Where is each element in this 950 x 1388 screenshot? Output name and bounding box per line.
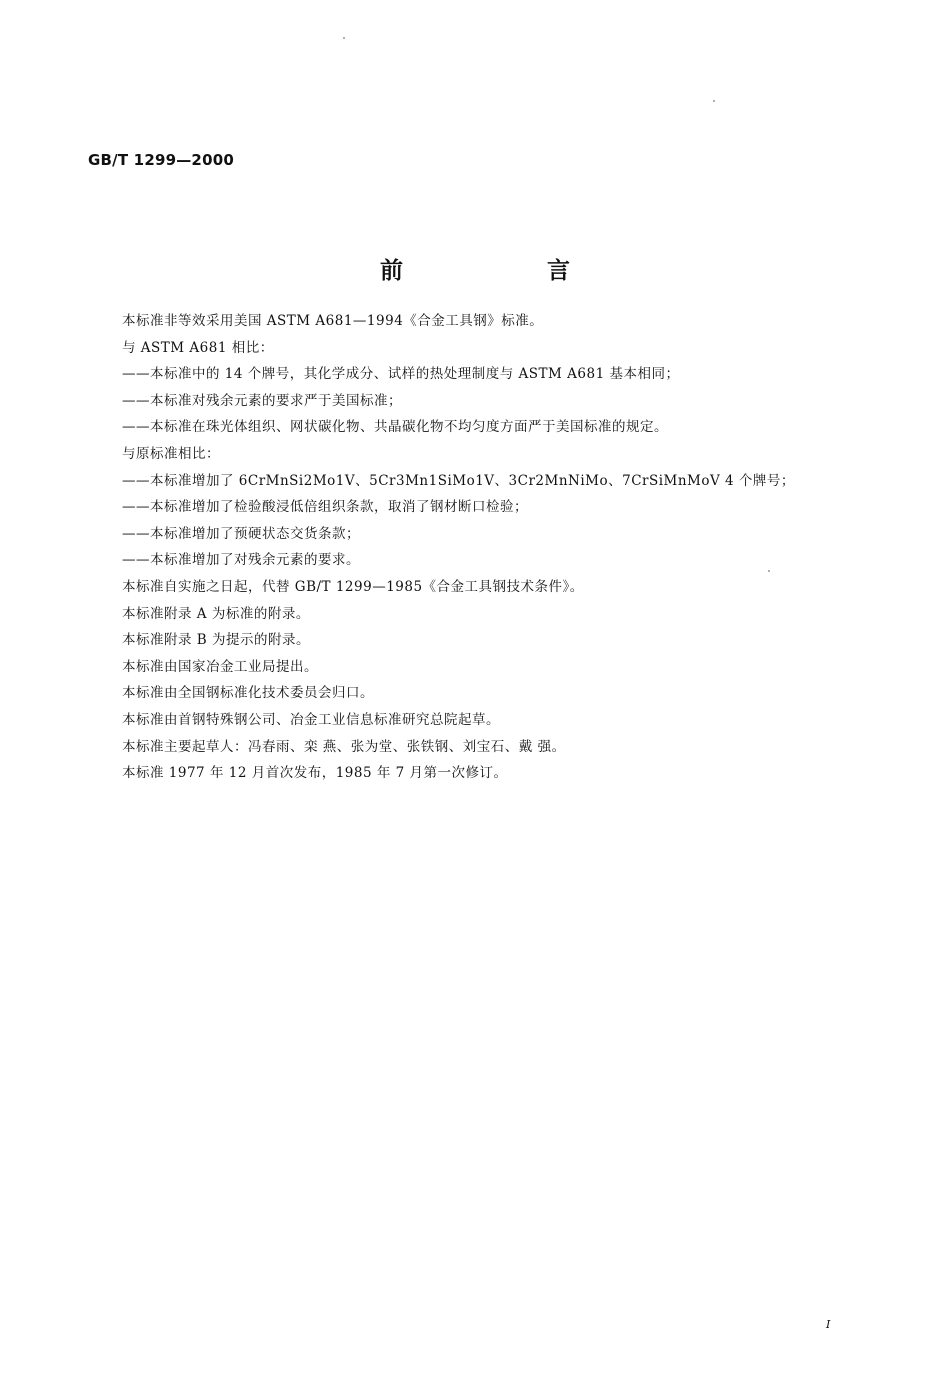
foreword-line: 本标准主要起草人：冯春雨、栾 燕、张为堂、张铁钢、刘宝石、戴 强。 (122, 738, 566, 755)
foreword-line: ——本标准对残余元素的要求严于美国标准； (122, 392, 402, 409)
scan-speck (713, 100, 715, 102)
foreword-line: ——本标准在珠光体组织、网状碳化物、共晶碳化物不均匀度方面严于美国标准的规定。 (122, 419, 668, 436)
foreword-line: 本标准由全国钢标准化技术委员会归口。 (122, 685, 374, 702)
foreword-line: 本标准附录 B 为提示的附录。 (122, 632, 311, 649)
foreword-line: ——本标准增加了预硬状态交货条款； (122, 525, 360, 542)
foreword-line: 与 ASTM A681 相比： (122, 339, 274, 356)
foreword-line: 本标准 1977 年 12 月首次发布，1985 年 7 月第一次修订。 (122, 765, 508, 782)
foreword-line: 与原标准相比： (122, 445, 220, 462)
standard-code: GB/T 1299—2000 (88, 151, 234, 169)
foreword-line: 本标准非等效采用美国 ASTM A681—1994《合金工具钢》标准。 (122, 313, 544, 329)
foreword-line: 本标准自实施之日起，代替 GB/T 1299—1985《合金工具钢技术条件》。 (122, 578, 584, 595)
foreword-line: ——本标准增加了检验酸浸低倍组织条款，取消了钢材断口检验； (122, 499, 528, 516)
page-number: I (826, 1318, 831, 1331)
foreword-body (122, 308, 862, 787)
foreword-line: 本标准附录 A 为标准的附录。 (122, 605, 310, 622)
foreword-line: ——本标准增加了对残余元素的要求。 (122, 552, 360, 569)
scan-speck (343, 37, 345, 39)
foreword-line: 本标准由首钢特殊钢公司、冶金工业信息标准研究总院起草。 (122, 711, 500, 728)
foreword-line: ——本标准中的 14 个牌号，其化学成分、试样的热处理制度与 ASTM A681 基本相同； (122, 366, 680, 383)
foreword-line: ——本标准增加了 6CrMnSi2Mo1V、5Cr3Mn1SiMo1V、3Cr2MnNiMo、7CrSiMnMoV 4 个牌号； (122, 472, 795, 489)
foreword-line: 本标准由国家冶金工业局提出。 (122, 658, 318, 675)
page-title: 前 言 (379, 258, 638, 284)
